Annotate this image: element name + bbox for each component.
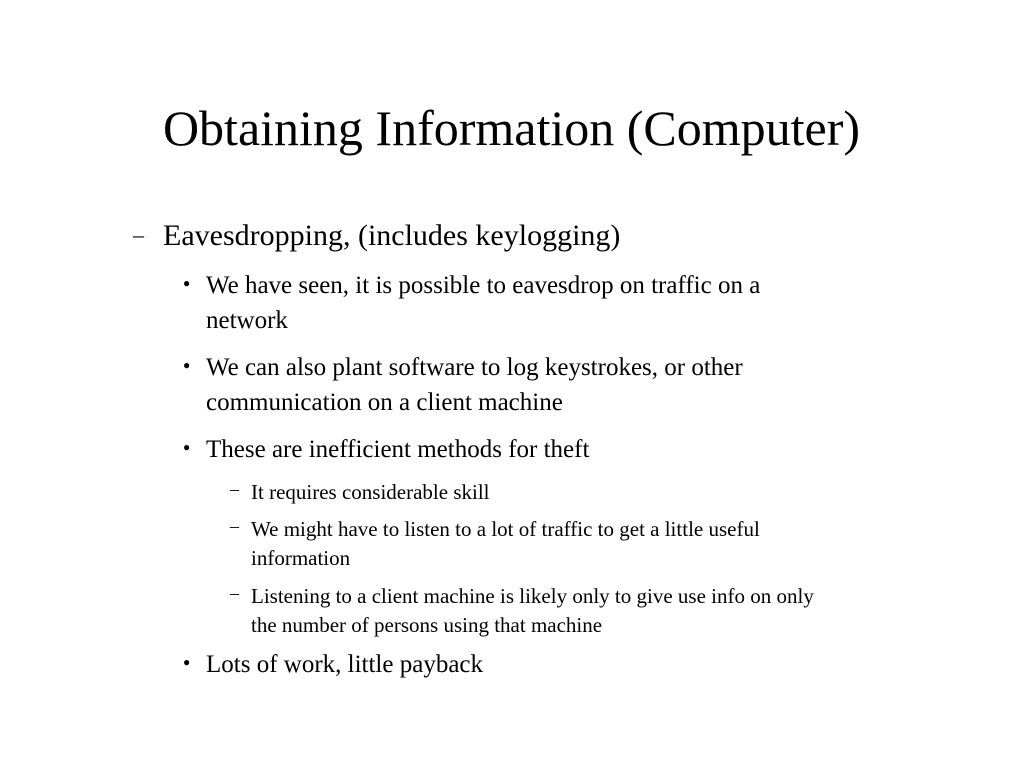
dot-marker: ● [183,440,191,454]
dot-marker: ● [183,655,191,669]
bullet-text-line1: We can also plant software to log keystrokes, or other [206,354,743,381]
bullet-text: It requires considerable skill [251,480,490,504]
dash-marker: – [230,479,239,499]
dash-marker: – [230,583,239,603]
dash-marker: – [230,516,239,536]
bullet-text: These are inefficient methods for theft [206,436,590,463]
bullet-text: Lots of work, little payback [206,651,484,678]
bullet-text-line1: Listening to a client machine is likely only to give use info on only [251,584,814,608]
dash-marker: – [133,222,144,247]
bullet-text: Eavesdropping, (includes keylogging) [163,219,621,252]
dot-marker: ● [183,358,191,372]
bullet-text-line2: communication on a client machine [206,389,563,416]
bullet-text-line1: We have seen, it is possible to eavesdrop on traffic on a [206,272,761,299]
slide-title: Obtaining Information (Computer) [162,100,861,156]
dot-marker: ● [183,276,191,290]
bullet-text-line2: information [251,546,351,570]
bullet-text-line2: the number of persons using that machine [251,613,603,637]
bullet-text-line1: We might have to listen to a lot of traffic to get a little useful [251,517,760,541]
bullet-text-line2: network [206,307,288,334]
